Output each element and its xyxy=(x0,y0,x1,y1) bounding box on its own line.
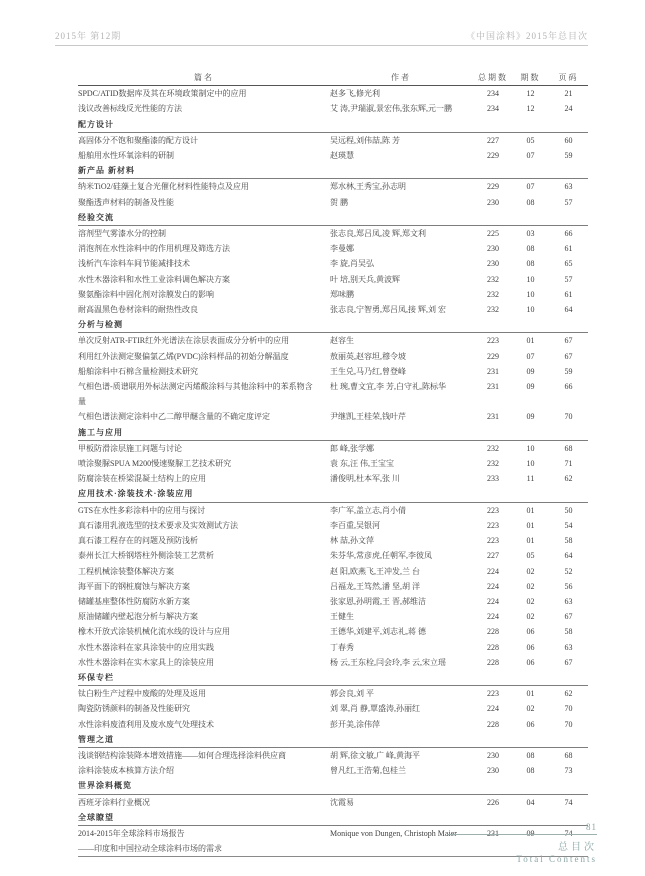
entry-author: 潘俊明,杜本军,张 川 xyxy=(330,474,400,484)
entry-page: 70 xyxy=(564,704,573,714)
entry-author: 林 喆,孙文萍 xyxy=(330,536,374,546)
section-header-row xyxy=(78,317,588,333)
entry-author: 艾 涛,尹瑞淑,景宏伟,张东辉,元一鹏 xyxy=(330,104,452,114)
entry-page: 67 xyxy=(564,612,573,622)
entry-title: 纳米TiO2/硅藻土复合光催化材料性能特点及应用 xyxy=(78,182,249,192)
toc-entry-row xyxy=(78,256,588,271)
running-head-issue: 2015年 第12期 xyxy=(55,31,122,41)
entry-page: 58 xyxy=(564,627,573,637)
entry-author: 杨 云,王东栓,闫会玲,李 云,宋立瑶 xyxy=(330,657,446,667)
table-body xyxy=(78,86,588,857)
entry-title: GTS在水性多彩涂料中的应用与探讨 xyxy=(78,505,206,515)
section-header-row xyxy=(78,117,588,133)
entry-title: 钛白粉生产过程中废酸的处理及返用 xyxy=(78,689,206,699)
entry-author: 赵多飞,修光利 xyxy=(330,89,380,99)
entry-title: 浅析汽车涂料车间节能减排技术 xyxy=(78,259,190,269)
section-title: 经验交流 xyxy=(78,212,114,222)
column-header-title: 篇名 xyxy=(194,73,214,82)
entry-issue: 07 xyxy=(526,151,535,161)
entry-issue: 01 xyxy=(526,336,535,346)
entry-volume: 223 xyxy=(487,689,499,699)
toc-entry-row xyxy=(78,195,588,210)
entry-title: 工程机械涂装整体解决方案 xyxy=(78,566,174,576)
entry-author: 赵瑛慧 xyxy=(330,151,354,161)
entry-page: 70 xyxy=(564,412,573,422)
entry-page: 67 xyxy=(564,657,573,667)
entry-volume: 226 xyxy=(487,797,499,807)
footer-title-en: Total Contents xyxy=(516,854,597,864)
entry-issue: 01 xyxy=(526,689,535,699)
entry-volume: 224 xyxy=(487,704,499,714)
entry-volume: 232 xyxy=(487,305,499,315)
toc-entry-row xyxy=(78,349,588,364)
entry-volume: 228 xyxy=(487,657,499,667)
toc-entry-row xyxy=(78,579,588,594)
entry-page: 59 xyxy=(564,366,573,376)
toc-entry-row xyxy=(78,148,588,163)
entry-issue: 02 xyxy=(526,581,535,591)
entry-author: 叶 培,别天兵,黄波辉 xyxy=(330,274,400,284)
entry-title: 船舶涂料中石棉含量检测技术研究 xyxy=(78,366,198,376)
entry-page: 74 xyxy=(564,797,573,807)
entry-author: 李 旋,肖吴弘 xyxy=(330,259,374,269)
entry-page: 58 xyxy=(564,536,573,546)
entry-volume: 232 xyxy=(487,289,499,299)
entry-page: 68 xyxy=(564,443,573,453)
toc-entry-row xyxy=(78,655,588,670)
entry-author: 郎 峰,张学娜 xyxy=(330,443,374,453)
entry-volume: 234 xyxy=(487,104,499,114)
entry-volume: 230 xyxy=(487,766,499,776)
toc-entry-row xyxy=(78,609,588,624)
entry-issue: 11 xyxy=(526,474,535,484)
entry-page: 62 xyxy=(564,689,573,699)
entry-title: 喷涂聚脲SPUA M200慢速聚脲工艺技术研究 xyxy=(78,459,232,469)
entry-page: 57 xyxy=(564,274,573,284)
entry-issue: 07 xyxy=(526,182,535,192)
toc-entry-row xyxy=(78,624,588,639)
entry-issue: 09 xyxy=(526,828,535,838)
section-header-row xyxy=(78,425,588,441)
section-title: 环保专栏 xyxy=(78,672,114,682)
entry-title: 浅议改善标线反光性能的方法 xyxy=(78,104,182,114)
entry-author: 杜 琬,曹文宜,李 芳,白守礼,陈标华 xyxy=(330,382,446,392)
entry-page: 54 xyxy=(564,520,573,530)
column-header-page: 页码 xyxy=(558,73,579,82)
entry-author: 郑味鹏 xyxy=(330,289,354,299)
entry-issue: 07 xyxy=(526,351,535,361)
entry-volume: 231 xyxy=(487,382,499,392)
toc-entry-row xyxy=(78,763,588,778)
running-head xyxy=(55,29,588,42)
column-header-issue: 期数 xyxy=(520,73,541,82)
entry-issue: 02 xyxy=(526,704,535,714)
entry-page: 50 xyxy=(564,505,573,515)
entry-title: 陶瓷防锈颜料的制备及性能研究 xyxy=(78,704,190,714)
entry-volume: 224 xyxy=(487,596,499,606)
section-title: 世界涂料概览 xyxy=(78,781,132,791)
section-title: 全球瞭望 xyxy=(78,812,114,822)
entry-volume: 228 xyxy=(487,642,499,652)
toc-entry-row xyxy=(78,133,588,148)
entry-page: 65 xyxy=(564,259,573,269)
entry-volume: 229 xyxy=(487,182,499,192)
entry-page: 59 xyxy=(564,151,573,161)
entry-issue: 01 xyxy=(526,505,535,515)
entry-author: 王生兑,马乃红,曾登峰 xyxy=(330,366,406,376)
entry-title: 真石漆工程存在的问题及预防浅析 xyxy=(78,536,198,546)
entry-volume: 232 xyxy=(487,459,499,469)
entry-volume: 228 xyxy=(487,719,499,729)
entry-issue: 06 xyxy=(526,657,535,667)
entry-title: 气相色谱法测定涂料中乙二醇甲醚含量的不确定度评定 xyxy=(78,412,270,422)
running-head-rule xyxy=(55,45,588,46)
entry-title: 单次反射ATR-FTIR红外光谱法在涂层表面成分分析中的应用 xyxy=(78,336,290,346)
entry-issue: 08 xyxy=(526,750,535,760)
entry-author: 郑水林,王秀宝,孙志明 xyxy=(330,182,406,192)
entry-author: 胡 辉,徐文敏,广 峰,黄海平 xyxy=(330,750,420,760)
entry-page: 24 xyxy=(564,104,573,114)
entry-title: 泰州长江大桥钢塔柱外侧涂装工艺赏析 xyxy=(78,551,214,561)
running-head-title: 《中国涂料》2015年总目次 xyxy=(465,31,588,41)
entry-title: 浅谈钢结构涂装降本增效措施——如何合理选择涂料供应商 xyxy=(78,750,286,760)
entry-page: 66 xyxy=(564,229,573,239)
section-header-row xyxy=(78,163,588,179)
entry-author: 王德华,刘建平,刘志礼,蒋 德 xyxy=(330,627,426,637)
entry-page: 62 xyxy=(564,474,573,484)
column-header-volume: 总期数 xyxy=(478,73,508,82)
entry-author: 李曼娜 xyxy=(330,244,354,254)
toc-entry-row xyxy=(78,333,588,348)
entry-page: 63 xyxy=(564,642,573,652)
section-title: 应用技术·涂装技术·涂装应用 xyxy=(78,489,194,499)
entry-volume: 229 xyxy=(487,151,499,161)
entry-title-line2: 量 xyxy=(78,397,86,407)
entry-title: 西班牙涂料行业概况 xyxy=(78,797,150,807)
entry-title: 储罐基座整体性防腐防水新方案 xyxy=(78,596,190,606)
entry-issue: 12 xyxy=(526,104,535,114)
entry-volume: 231 xyxy=(487,412,499,422)
entry-author: 吕福龙,王笃然,潘 坚,胡 洋 xyxy=(330,581,420,591)
entry-title: 水性木器涂料和水性工业涂料调色解决方案 xyxy=(78,274,230,284)
entry-volume: 223 xyxy=(487,520,499,530)
entry-issue: 06 xyxy=(526,719,535,729)
section-header-row xyxy=(78,210,588,226)
entry-volume: 223 xyxy=(487,336,499,346)
entry-title: 水性涂料废渣利用及废水废气处理技术 xyxy=(78,719,214,729)
toc-entry-row xyxy=(78,379,588,409)
toc-table xyxy=(78,70,588,857)
entry-issue: 02 xyxy=(526,612,535,622)
entry-volume: 230 xyxy=(487,197,499,207)
entry-author: 丁春秀 xyxy=(330,642,354,652)
entry-title: 聚氨酯涂料中固化剂对涂膜发白的影响 xyxy=(78,289,214,299)
entry-page: 61 xyxy=(564,244,573,254)
entry-issue: 12 xyxy=(526,89,535,99)
toc-entry-row xyxy=(78,287,588,302)
toc-entry-row xyxy=(78,101,588,116)
toc-entry-row xyxy=(78,179,588,194)
entry-issue: 04 xyxy=(526,797,535,807)
entry-volume: 230 xyxy=(487,259,499,269)
entry-issue: 10 xyxy=(526,443,535,453)
section-title: 施工与应用 xyxy=(78,427,123,437)
entry-page: 21 xyxy=(564,89,573,99)
entry-volume: 234 xyxy=(487,89,499,99)
entry-author: 王健生 xyxy=(330,612,354,622)
entry-page: 67 xyxy=(564,351,573,361)
entry-page: 74 xyxy=(564,828,573,838)
entry-volume: 225 xyxy=(487,229,499,239)
section-title: 分析与检测 xyxy=(78,320,123,330)
entry-volume: 228 xyxy=(487,627,499,637)
entry-volume: 223 xyxy=(487,536,499,546)
toc-entry-row xyxy=(78,548,588,563)
entry-title: 甲板防滑涂层施工问题与讨论 xyxy=(78,443,182,453)
entry-title: 聚酯透声材料的制备及性能 xyxy=(78,197,174,207)
toc-entry-row xyxy=(78,409,588,424)
entry-title: 溶剂型气雾漆水分的控制 xyxy=(78,229,166,239)
footer-title-cn: 总目次 xyxy=(558,842,597,853)
entry-volume: 230 xyxy=(487,244,499,254)
entry-author: 吴远程,刘伟喆,陈 芳 xyxy=(330,135,400,145)
entry-author: 张志良,郑吕凤,凌 辉,郑文利 xyxy=(330,229,426,239)
entry-issue: 10 xyxy=(526,289,535,299)
section-title: 配方设计 xyxy=(78,119,114,129)
entry-issue: 01 xyxy=(526,536,535,546)
entry-volume: 224 xyxy=(487,566,499,576)
entry-volume: 230 xyxy=(487,750,499,760)
entry-page: 61 xyxy=(564,289,573,299)
entry-issue: 06 xyxy=(526,627,535,637)
entry-issue: 08 xyxy=(526,259,535,269)
entry-author: 张志良,宁智勇,郑吕凤,接 辉,刘 宏 xyxy=(330,305,446,315)
entry-volume: 227 xyxy=(487,551,499,561)
toc-entry-row xyxy=(78,441,588,456)
entry-page: 57 xyxy=(564,197,573,207)
entry-page: 68 xyxy=(564,750,573,760)
toc-entry-row xyxy=(78,795,588,810)
toc-entry-row xyxy=(78,241,588,256)
section-title: 新产品 新材料 xyxy=(78,166,135,176)
toc-entry-row xyxy=(78,86,588,101)
entry-volume: 233 xyxy=(487,474,499,484)
column-header-author: 作者 xyxy=(391,73,411,82)
toc-entry-row xyxy=(78,533,588,548)
section-header-row xyxy=(78,778,588,794)
toc-entry-row xyxy=(78,717,588,732)
entry-page: 63 xyxy=(564,596,573,606)
toc-entry-row xyxy=(78,503,588,518)
entry-page: 60 xyxy=(564,135,573,145)
entry-volume: 232 xyxy=(487,274,499,284)
entry-page: 73 xyxy=(564,766,573,776)
section-header-row xyxy=(78,486,588,502)
toc-entry-row xyxy=(78,471,588,486)
toc-entry-row xyxy=(78,686,588,701)
entry-page: 63 xyxy=(564,182,573,192)
entry-page: 66 xyxy=(564,382,573,392)
entry-author: 彭开美,涂伟萍 xyxy=(330,719,380,729)
entry-volume: 232 xyxy=(487,443,499,453)
entry-author: 张家恩,孙明霞,王 晋,郝维洁 xyxy=(330,596,426,606)
entry-author: 赵 阳,欧燕飞,王冲发,兰 台 xyxy=(330,566,420,576)
entry-author: 袁 东,汪 伟,王宝宝 xyxy=(330,459,394,469)
entry-title: 橡木开放式涂装机械化流水线的设计与应用 xyxy=(78,627,230,637)
entry-page: 64 xyxy=(564,551,573,561)
entry-author: 尹继凯,王桂荣,钱叶芹 xyxy=(330,412,406,422)
entry-title: 高固体分不饱和聚酯漆的配方设计 xyxy=(78,135,198,145)
entry-issue: 08 xyxy=(526,244,535,254)
entry-author: 李广军,盖立志,肖小倩 xyxy=(330,505,406,515)
entry-author: 刘 翠,肖 静,覃盛涛,孙丽红 xyxy=(330,704,420,714)
entry-issue: 05 xyxy=(526,551,535,561)
entry-author: 敖丽英,赵容坦,穆令坡 xyxy=(330,351,406,361)
toc-entry-row xyxy=(78,272,588,287)
entry-issue: 01 xyxy=(526,520,535,530)
entry-issue: 10 xyxy=(526,459,535,469)
entry-volume: 224 xyxy=(487,581,499,591)
entry-author: Monique von Dungen, Christoph Maier xyxy=(330,828,457,838)
entry-title: 水性木器涂料在家具涂装中的应用实践 xyxy=(78,642,214,652)
entry-author: 曾凡红,王浩菊,包桂兰 xyxy=(330,766,406,776)
entry-issue: 02 xyxy=(526,566,535,576)
entry-title: SPDC/ATID数据库及其在环境政策制定中的应用 xyxy=(78,89,247,99)
entry-page: 70 xyxy=(564,719,573,729)
entry-page: 56 xyxy=(564,581,573,591)
entry-author: 赵容生 xyxy=(330,336,354,346)
entry-title: 涂料涂装成本核算方法介绍 xyxy=(78,766,174,776)
entry-title: 消泡剂在水性涂料中的作用机理及筛选方法 xyxy=(78,244,230,254)
entry-author: 沈霞易 xyxy=(330,797,354,807)
entry-issue: 05 xyxy=(526,135,535,145)
entry-page: 71 xyxy=(564,459,573,469)
entry-title: 真石漆用乳液选型的技术要求及实效测试方法 xyxy=(78,520,238,530)
entry-issue: 02 xyxy=(526,596,535,606)
entry-author: 李百重,吴银河 xyxy=(330,520,380,530)
entry-issue: 03 xyxy=(526,229,535,239)
entry-title: 船舶用水性环氧涂料的研制 xyxy=(78,151,174,161)
toc-entry-row xyxy=(78,364,588,379)
entry-title: 气相色谱-质谱联用外标法测定丙烯酸涂料与其他涂料中的苯系物含 量 xyxy=(78,379,330,409)
page-footer xyxy=(447,822,597,864)
entry-title: 原油储罐内壁起泡分析与解决方案 xyxy=(78,612,198,622)
entry-issue: 10 xyxy=(526,305,535,315)
toc-entry-row xyxy=(78,302,588,317)
entry-volume: 231 xyxy=(487,828,499,838)
toc-entry-row xyxy=(78,226,588,241)
toc-entry-row xyxy=(78,748,588,763)
entry-volume: 229 xyxy=(487,351,499,361)
entry-page: 52 xyxy=(564,566,573,576)
entry-page: 67 xyxy=(564,336,573,346)
section-title: 管理之道 xyxy=(78,734,114,744)
toc-entry-row xyxy=(78,518,588,533)
toc-entry-row xyxy=(78,456,588,471)
section-header-row xyxy=(78,732,588,748)
entry-issue: 09 xyxy=(526,382,535,392)
entry-title: 水性木器涂料在实木家具上的涂装应用 xyxy=(78,657,214,667)
entry-issue: 09 xyxy=(526,412,535,422)
entry-issue: 10 xyxy=(526,274,535,284)
entry-author: 郭会良,刘 平 xyxy=(330,689,374,699)
entry-issue: 06 xyxy=(526,642,535,652)
entry-title: 防腐涂装在桥梁混凝土结构上的应用 xyxy=(78,474,206,484)
entry-volume: 224 xyxy=(487,612,499,622)
entry-title: 2014-2015年全球涂料市场报告 ——印度和中国拉动全球涂料市场的需求 xyxy=(78,826,330,856)
entry-author: 贺 鹏 xyxy=(330,197,348,207)
table-header-row xyxy=(78,70,588,86)
entry-issue: 08 xyxy=(526,766,535,776)
entry-author: 朱芬华,常彦虎,任朝军,李彼凤 xyxy=(330,551,432,561)
entry-page: 64 xyxy=(564,305,573,315)
entry-issue: 09 xyxy=(526,366,535,376)
toc-entry-row xyxy=(78,640,588,655)
entry-volume: 227 xyxy=(487,135,499,145)
page-number: 81 xyxy=(586,822,597,832)
entry-title: 海平面下的钢桩腐蚀与解决方案 xyxy=(78,581,190,591)
section-header-row xyxy=(78,670,588,686)
entry-volume: 231 xyxy=(487,366,499,376)
toc-entry-row xyxy=(78,701,588,716)
entry-title: 耐高温黑色卷材涂料的耐热性改良 xyxy=(78,305,198,315)
toc-entry-row xyxy=(78,564,588,579)
toc-entry-row xyxy=(78,594,588,609)
entry-issue: 08 xyxy=(526,197,535,207)
entry-title-line2: ——印度和中国拉动全球涂料市场的需求 xyxy=(78,844,222,854)
entry-title: 利用红外法测定聚偏氯乙烯(PVDC)涂料样品的初始分解温度 xyxy=(78,351,289,361)
entry-volume: 223 xyxy=(487,505,499,515)
footer-rule xyxy=(447,834,597,835)
